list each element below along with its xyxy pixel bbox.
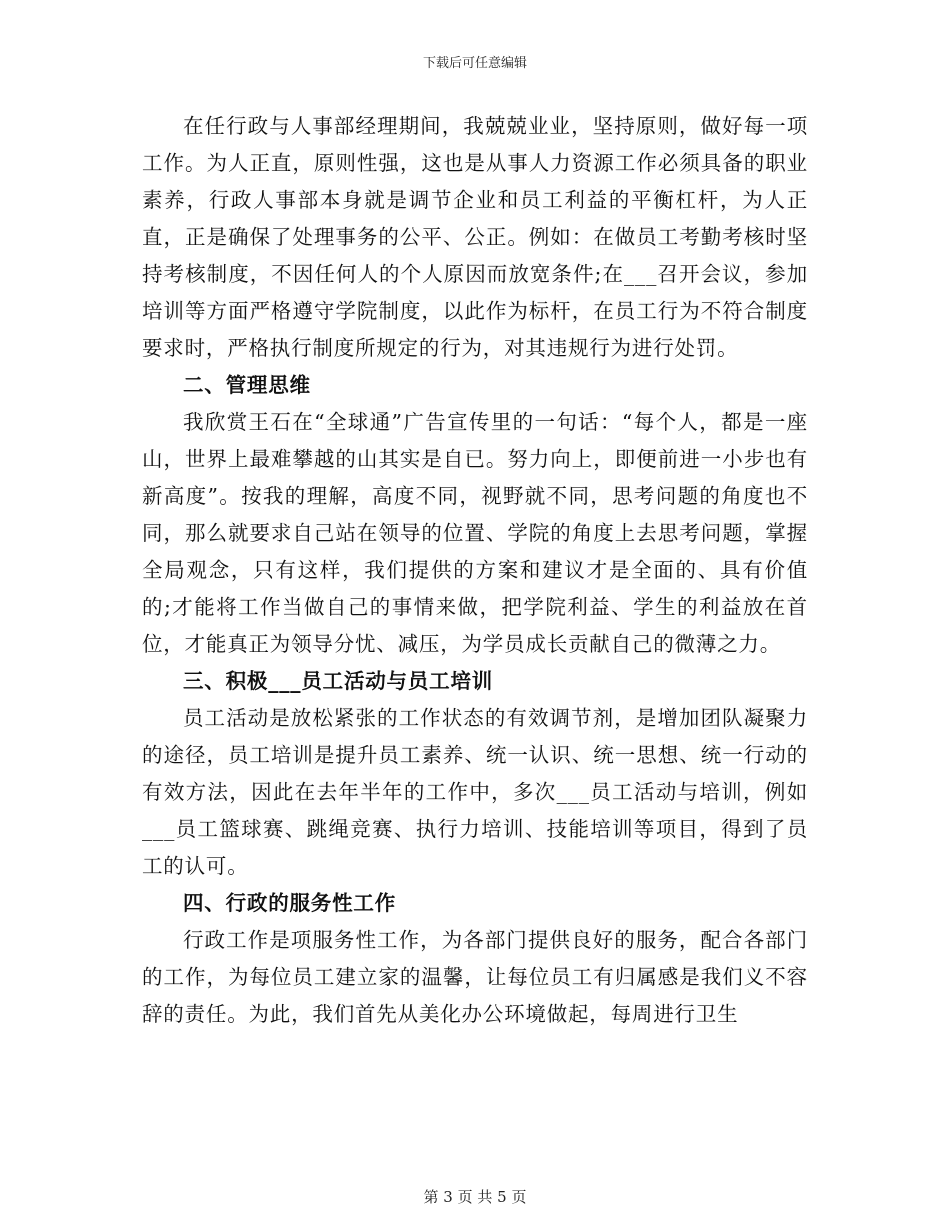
- paragraph-management-thinking: 我欣赏王石在“全球通”广告宣传里的一句话：“每个人，都是一座山，世界上最难攀越的山其实是自已。努力向上，即便前进一小步也有新高度”。按我的理解，高度不同，视野就不同，思考问题的角度也不同，那么就要求自己站在领导的位置、学院的角度上去思考问题，掌握全局观念，只有这样，我们提供的方案和建议才是全面的、具有价值的;才能将工作当做自己的事情来做，把学院利益、学生的利益放在首位，才能真正为领导分忧、减压，为学员成长贡献自己的微薄之力。: [142, 410, 808, 656]
- page-header: 下载后可任意编辑: [422, 56, 527, 71]
- page-footer: 第 3 页 共 5 页: [423, 1188, 527, 1206]
- document-body: [142, 108, 808, 1033]
- section-heading-employee-activities: 三、积极___员工活动与员工培训: [183, 669, 494, 693]
- section-heading-service-work: 四、行政的服务性工作: [183, 891, 396, 915]
- paragraph-employee-activities: 员工活动是放松紧张的工作状态的有效调节剂，是增加团队凝聚力的途径，员工培训是提升员工素养、统一认识、统一思想、统一行动的有效方法，因此在去年半年的工作中，多次___员工活动与培训，例如___员工篮球赛、跳绳竞赛、执行力培训、技能培训等项目，得到了员工的认可。: [142, 706, 808, 878]
- section-heading-management-thinking: 二、管理思维: [183, 373, 311, 397]
- paragraph-service-work: 行政工作是项服务性工作，为各部门提供良好的服务，配合各部门的工作，为每位员工建立家的温馨，让每位员工有归属感是我们义不容辞的责任。为此，我们首先从美化办公环境做起，每周进行卫生: [142, 928, 808, 1026]
- paragraph-principles: 在任行政与人事部经理期间，我兢兢业业，坚持原则，做好每一项工作。为人正直，原则性强，这也是从事人力资源工作必须具备的职业素养，行政人事部本身就是调节企业和员工利益的平衡杠杆，为人正直，正是确保了处理事务的公平、公正。例如：在做员工考勤考核时坚持考核制度，不因任何人的个人原因而放宽条件;在___召开会议，参加培训等方面严格遵守学院制度，以此作为标杆，在员工行为不符合制度要求时，严格执行制度所规定的行为，对其违规行为进行处罚。: [142, 114, 808, 360]
